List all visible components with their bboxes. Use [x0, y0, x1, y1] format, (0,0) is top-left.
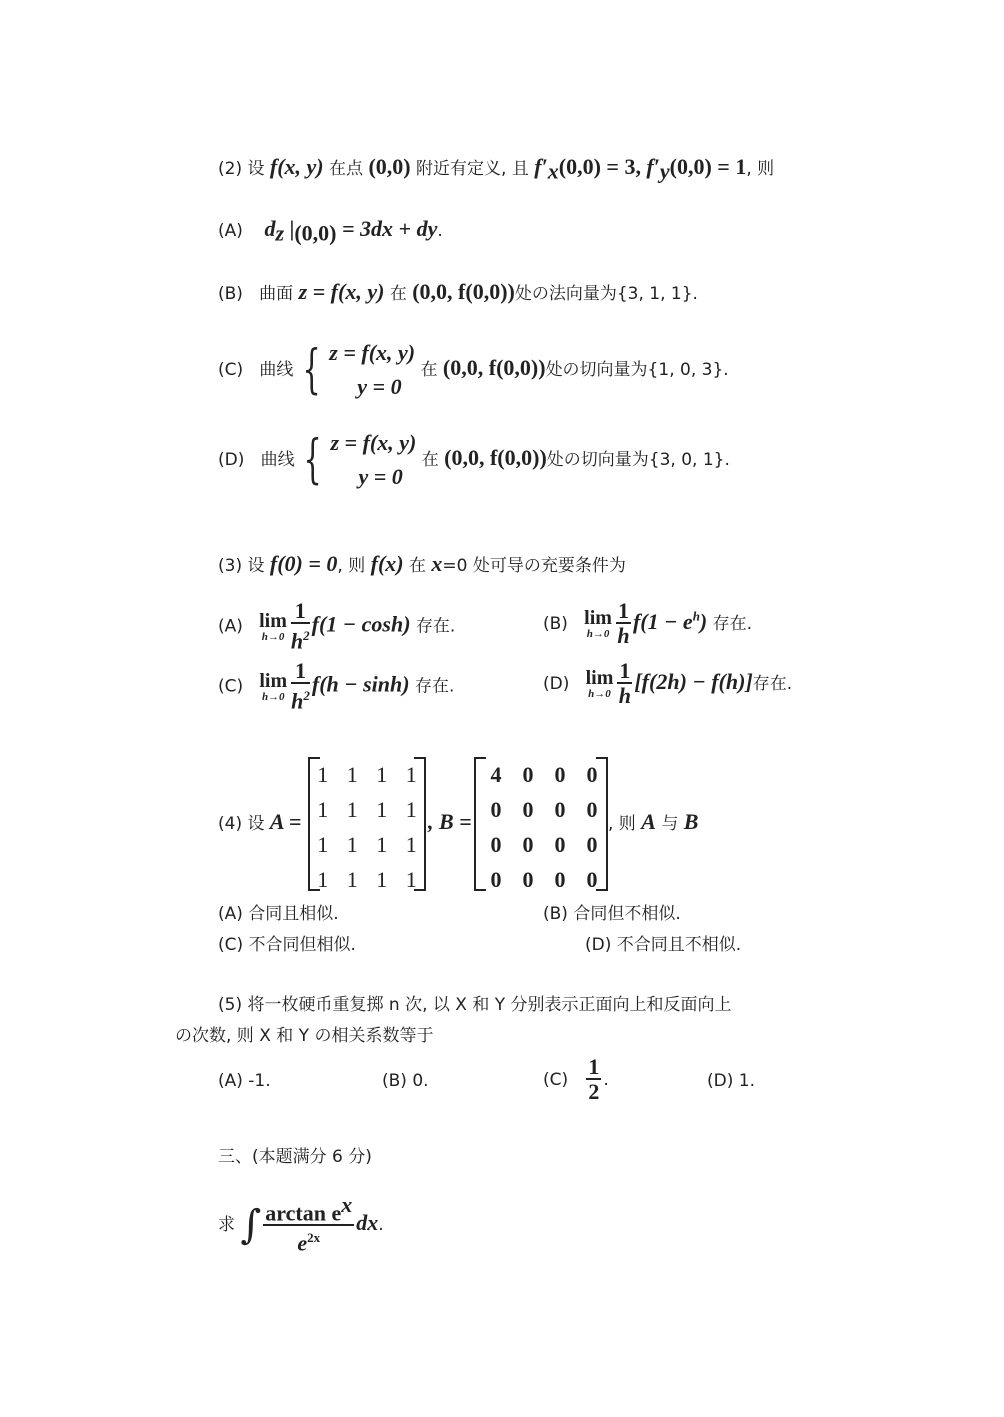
q5-line1: (5) 将一枚硬币重复掷 n 次, 以 X 和 Y 分别表示正面向上和反面向上 [218, 995, 732, 1015]
q2-option-a-label: (A) [218, 221, 243, 241]
q4-stem-prefix: (4) 设 [218, 814, 265, 834]
matrix-b-cell: 0 [554, 831, 566, 857]
matrix-b-cell: 0 [522, 866, 534, 892]
matrix-b-cell: 0 [586, 831, 598, 857]
matrix-b-cell: 0 [586, 761, 598, 787]
matrix-b-row [480, 827, 608, 862]
q2-option-d-text1: 曲线 [260, 450, 295, 470]
q4-yu: 与 [661, 814, 679, 834]
matrix-b [474, 757, 608, 891]
matrix-b-cell: 0 [522, 796, 534, 822]
matrix-b-cell: 0 [554, 796, 566, 822]
integral-sign-icon: ∫ [240, 1201, 262, 1248]
matrix-a-cell: 1 [346, 761, 358, 787]
q3-option-a-frac: $\frac{1}{h^2}$ [290, 598, 310, 654]
q2-option-c-system [329, 336, 415, 404]
q3-option-a-exists: 存在. [415, 616, 456, 637]
q4-stem-suffix-pre: , 则 [608, 814, 636, 834]
matrix-a-cell: 1 [346, 866, 358, 892]
matrix-b-row [480, 792, 608, 827]
q3-cond: f(0) = 0 [269, 551, 338, 576]
q3-stem [218, 552, 626, 578]
matrix-b-right-bracket [596, 757, 608, 891]
q4-option-a: (A) 合同且相似. [218, 904, 339, 924]
section-header: 三、(本题满分 6 分) [218, 1147, 372, 1167]
matrix-b-cell: 0 [554, 761, 566, 787]
q3-option-d-expr: [f(2h) − f(h)] [634, 669, 753, 694]
q5-option-c-frac: $\frac{1}{2}$ [588, 1054, 600, 1104]
q2-at-point: 在点 [329, 159, 364, 179]
q3-option-d-label: (D) [543, 674, 570, 694]
q3-option-a-label: (A) [218, 616, 243, 637]
q5-option-c-label: (C) [543, 1070, 569, 1090]
matrix-a-cell: 1 [376, 831, 388, 857]
q2-option-a-dsub: z [275, 220, 285, 246]
q3-option-a [218, 600, 455, 653]
q5-option-d: (D) 1. [707, 1071, 755, 1091]
q2-option-a-d: d [264, 216, 276, 241]
q2-option-c-text1: 曲线 [259, 360, 294, 380]
matrix-a-cell: 1 [405, 866, 417, 892]
q3-option-d-exists: 存在. [752, 674, 793, 694]
matrix-b-cell: 0 [490, 796, 502, 822]
q2-option-d-text3: 处の切向量为{3, 0, 1}. [546, 450, 730, 470]
matrix-a [308, 757, 426, 891]
q2-option-b-text1: 曲面 [259, 284, 294, 304]
q3-option-c-exists: 存在. [415, 676, 455, 697]
q2-option-c-text3: 处の切向量为{1, 0, 3}. [545, 360, 729, 380]
q3-fx: f(x) [370, 551, 404, 576]
matrix-a-left-bracket [308, 757, 320, 891]
q2-option-b-label: (B) [218, 284, 243, 304]
matrix-b-row [480, 757, 608, 792]
q3-option-d-frac: $\frac{1}{h}$ [618, 658, 631, 708]
matrix-a-cell: 1 [376, 796, 388, 822]
q2-option-b-eq: z = f(x, y) [298, 279, 385, 304]
matrix-a-cell: 1 [405, 796, 417, 822]
integral-fraction: $\frac{\arctan e^x}{e^{2x}}$ [265, 1192, 353, 1256]
q5-option-c-end: . [603, 1070, 609, 1090]
matrix-a-row [308, 757, 426, 792]
q2-fx-sym: f [534, 154, 542, 179]
q2-option-d-label: (D) [218, 450, 245, 470]
q4-option-c: (C) 不合同但相似. [218, 935, 356, 955]
integral-dx: dx [356, 1209, 379, 1235]
q4-a-eq: A = [269, 809, 302, 834]
q4-stem-prefix-line [218, 810, 301, 836]
q2-option-c-label: (C) [218, 360, 244, 380]
q2-option-a-rhs: = 3dx + dy [336, 216, 438, 241]
matrix-a-cell: 1 [405, 831, 417, 857]
matrix-a-row [308, 862, 426, 897]
q3-option-c-frac: $\frac{1}{h^2}$ [291, 658, 310, 714]
q2-fx-sub: x [547, 158, 559, 184]
matrix-a-right-bracket [414, 757, 426, 891]
q3-option-b-lim: lim h→0 [584, 607, 612, 640]
matrix-b-cell: 0 [586, 796, 598, 822]
q2-option-d-eq2: y = 0 [358, 464, 403, 489]
q4-b-eq: , B = [428, 809, 472, 834]
q4-a: A [641, 809, 656, 834]
q4-option-b: (B) 合同但不相似. [543, 904, 681, 924]
q3-option-b-label: (B) [543, 614, 568, 634]
q3-option-c-expr: f(h − sinh) [311, 671, 410, 697]
q3-option-c [218, 660, 454, 713]
q2-fy-sym: f [646, 154, 654, 179]
q4-stem-suffix-line [608, 810, 698, 836]
matrix-a-cell: 1 [317, 831, 329, 857]
q3-stem-prefix: (3) 设 [218, 556, 265, 576]
q2-fx-rest: (0,0) = 3, [558, 154, 641, 179]
q3-x: x [431, 551, 443, 576]
matrix-a-cell: 1 [346, 796, 358, 822]
q4-b-eq-line [428, 810, 472, 836]
q3-stem-suffix: =0 处可导の充要条件为 [442, 556, 626, 576]
matrix-b-cell: 0 [522, 761, 534, 787]
q3-option-c-label: (C) [218, 676, 244, 697]
matrix-b-cell: 0 [490, 831, 502, 857]
q5-line2: の次数, 则 X 和 Y の相关系数等于 [175, 1026, 434, 1046]
matrix-a-cell: 1 [346, 831, 358, 857]
left-brace-icon: { [302, 340, 321, 400]
q3-option-d [543, 660, 792, 708]
q3-option-a-expr: f(1 − cosh) [311, 611, 411, 637]
q3-stem-mid1: , 则 [337, 556, 366, 576]
q2-option-d-system [330, 426, 416, 494]
matrix-a-cell: 1 [317, 796, 329, 822]
q4-option-d: (D) 不合同且不相似. [585, 935, 742, 955]
integral-problem [218, 1194, 384, 1256]
q3-option-c-lim: lim h→0 [259, 669, 288, 703]
matrix-b-table [480, 757, 608, 897]
q3-option-a-lim: lim h→0 [259, 609, 287, 643]
matrix-b-left-bracket [474, 757, 486, 891]
q2-fy-rest: (0,0) = 1 [669, 154, 747, 179]
matrix-a-table [308, 757, 426, 897]
q2-option-b-pt: (0,0, f(0,0)) [412, 279, 515, 304]
q3-option-b-exists: 存在. [712, 614, 753, 634]
q3-stem-mid2: 在 [409, 556, 427, 576]
q2-stem-prefix: (2) 设 [218, 159, 265, 179]
matrix-a-row [308, 792, 426, 827]
q2-option-c-eq2: y = 0 [357, 374, 402, 399]
q2-option-b-text2: 在 [389, 284, 407, 304]
q2-point: (0,0) [368, 154, 411, 179]
matrix-b-cell: 0 [586, 866, 598, 892]
q3-option-d-lim: lim h→0 [585, 667, 614, 700]
q2-option-a-barsub: (0,0) [294, 220, 337, 246]
q2-option-d-eq1: z = f(x, y) [330, 430, 417, 455]
matrix-a-cell: 1 [317, 866, 329, 892]
matrix-a-cell: 1 [376, 866, 388, 892]
matrix-b-row [480, 862, 608, 897]
matrix-a-cell: 1 [405, 761, 417, 787]
matrix-a-row [308, 827, 426, 862]
q5-option-b: (B) 0. [382, 1071, 429, 1091]
q2-option-c-eq1: z = f(x, y) [329, 340, 416, 365]
integral-end: . [378, 1214, 384, 1235]
q2-stem-mid: 附近有定义, 且 [416, 159, 529, 179]
q2-option-d-text2: 在 [421, 450, 439, 470]
q2-option-a: (A) $d_z$ $|_{(0,0)} = 3dx$ + dy. [218, 216, 443, 246]
q3-option-b-expr: $f(1 - e^h)$ [632, 608, 708, 634]
q2-option-b-text3: 处の法向量为{3, 1, 1}. [514, 284, 698, 304]
matrix-a-cell: 1 [317, 761, 329, 787]
q5-option-c [543, 1056, 609, 1104]
q3-option-b-frac: $\frac{1}{h}$ [617, 598, 630, 648]
matrix-a-cell: 1 [376, 761, 388, 787]
q2-option-b [218, 280, 698, 306]
q2-stem: (2) 设 f(x, y) 在点 (0,0) 附近有定义, 且 $f'_x(0,0) = 3$, $f'_y(0,0) = 1$, 则 [218, 154, 775, 184]
matrix-b-cell: 0 [522, 831, 534, 857]
q2-option-a-end: . [437, 221, 443, 241]
q2-fy-sub: y [659, 158, 670, 184]
matrix-b-cell: 4 [490, 761, 502, 787]
q2-stem-suffix: , 则 [746, 159, 775, 179]
q2-option-c-text2: 在 [420, 360, 438, 380]
q4-b: B [683, 809, 699, 834]
q2-option-c-pt: (0,0, f(0,0)) [442, 355, 546, 380]
q2-option-d [218, 426, 730, 494]
q2-fxy: f(x, y) [269, 154, 324, 179]
integral-prefix: 求 [218, 1214, 235, 1235]
q5-option-a: (A) -1. [218, 1071, 271, 1091]
q3-option-b [543, 600, 752, 648]
matrix-b-cell: 0 [554, 866, 566, 892]
left-brace-icon: { [303, 430, 322, 490]
q2-option-d-pt: (0,0, f(0,0)) [444, 445, 547, 470]
matrix-b-cell: 0 [490, 866, 502, 892]
q2-option-c [218, 336, 729, 404]
